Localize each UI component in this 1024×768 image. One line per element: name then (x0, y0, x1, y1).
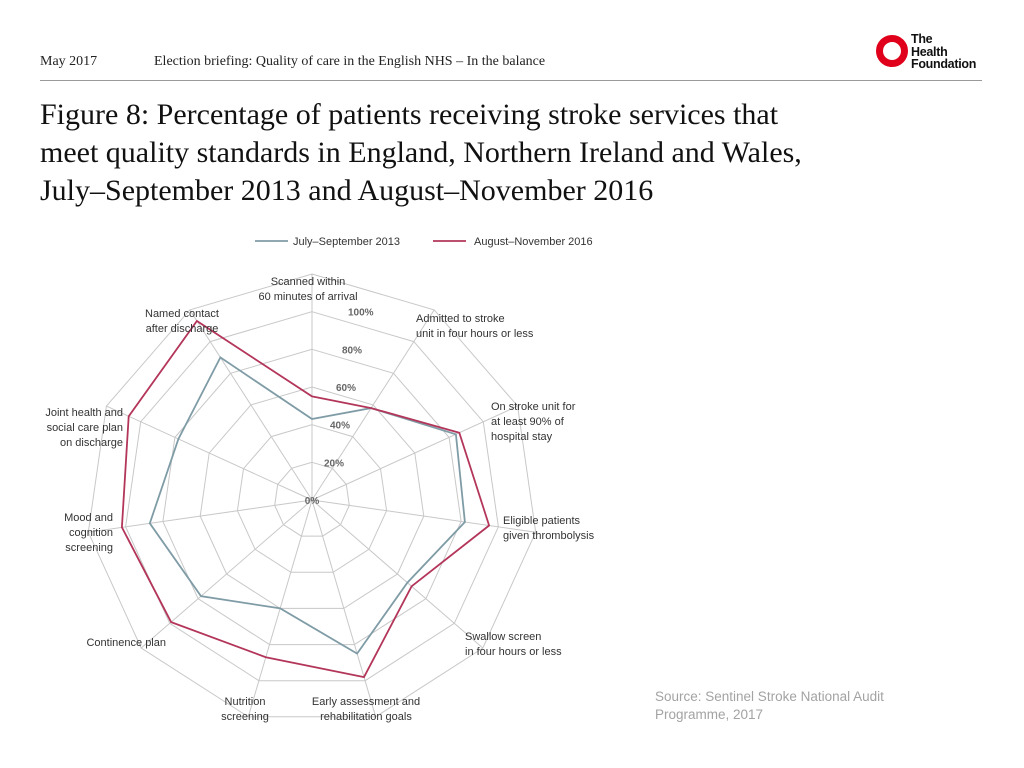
axis-label (86, 637, 166, 649)
axis-labels (45, 276, 594, 723)
legend-label: July–September 2013 (293, 236, 401, 248)
radial-tick-label: 60% (336, 383, 357, 394)
axis-label-line: screening (65, 542, 113, 554)
axis-label (503, 515, 595, 542)
grid-spoke (312, 500, 483, 648)
axis-label-line: Scanned within (270, 276, 346, 288)
axis-label-line: 60 minutes of arrival (258, 291, 358, 303)
figure-title (40, 96, 1000, 210)
logo-ring-icon (875, 34, 909, 68)
axis-label-line: screening (221, 711, 269, 723)
logo-line-2: Health (911, 44, 948, 59)
briefing-title: Election briefing: Quality of care in the English NHS – In the balance (154, 54, 546, 69)
logo-line-1: The (911, 32, 933, 46)
axis-label-line: after discharge (145, 323, 219, 335)
briefing-date: May 2017 (40, 54, 98, 69)
grid-spoke (141, 500, 312, 648)
figure-title-line: July–September 2013 and August–November 2016 (40, 174, 654, 207)
axis-label (312, 696, 420, 723)
axis-label (465, 631, 562, 658)
axis-label-line: Early assessment and (311, 696, 421, 708)
source-line: Programme, 2017 (655, 707, 764, 722)
axis-label-line: Mood and (64, 512, 113, 524)
axis-label-line: Nutrition (224, 696, 266, 708)
axis-label-line: in four hours or less (465, 646, 562, 658)
radar-chart (0, 222, 640, 732)
grid-spoke (106, 406, 312, 500)
axis-label (45, 407, 123, 449)
axis-label-line: Swallow screen (465, 631, 542, 643)
axis-label-line: Joint health and (45, 407, 123, 419)
logo-wordmark (911, 33, 976, 71)
axis-label-line: given thrombolysis (503, 530, 595, 542)
source-note (655, 688, 955, 724)
axis-label (258, 276, 357, 303)
axis-label (145, 308, 219, 335)
grid-spoke (190, 310, 312, 500)
axis-label (64, 512, 113, 554)
axis-label (416, 313, 534, 340)
source-line: Source: Sentinel Stroke National Audit (655, 689, 884, 704)
axis-label-line: Named contact (145, 308, 219, 320)
axis-label-line: at least 90% of (491, 416, 564, 428)
axis-label-line: hospital stay (491, 431, 553, 443)
axis-label-line: rehabilitation goals (320, 711, 412, 723)
axis-label-line: on discharge (60, 437, 123, 449)
header-divider (40, 80, 982, 81)
radial-tick-label: 40% (330, 420, 351, 432)
axis-label (221, 696, 269, 723)
axis-label-line: Eligible patients (503, 515, 581, 527)
axis-label-line: social care plan (46, 422, 123, 434)
figure-title-line: Figure 8: Percentage of patients receiving stroke services that (40, 98, 779, 131)
header-bar (40, 52, 982, 80)
chart-legend (255, 236, 593, 248)
logo-line-3: Foundation (911, 57, 977, 71)
legend-label: August–November 2016 (474, 236, 593, 248)
radial-tick-label: 20% (324, 458, 345, 470)
radial-tick-label: 0% (304, 496, 320, 507)
axis-label (491, 401, 576, 443)
axis-label-line: Continence plan (86, 637, 166, 649)
axis-label-line: cognition (68, 527, 113, 539)
figure-title-line: meet quality standards in England, Northern Ireland and Wales, (40, 136, 802, 169)
radial-tick-label: 100% (348, 307, 374, 319)
axis-label-line: Admitted to stroke (416, 313, 505, 325)
axis-label-line: On stroke unit for (491, 401, 576, 413)
axis-label-line: unit in four hours or less (416, 328, 534, 340)
radial-tick-label: 80% (342, 345, 363, 357)
health-foundation-logo (875, 34, 985, 74)
